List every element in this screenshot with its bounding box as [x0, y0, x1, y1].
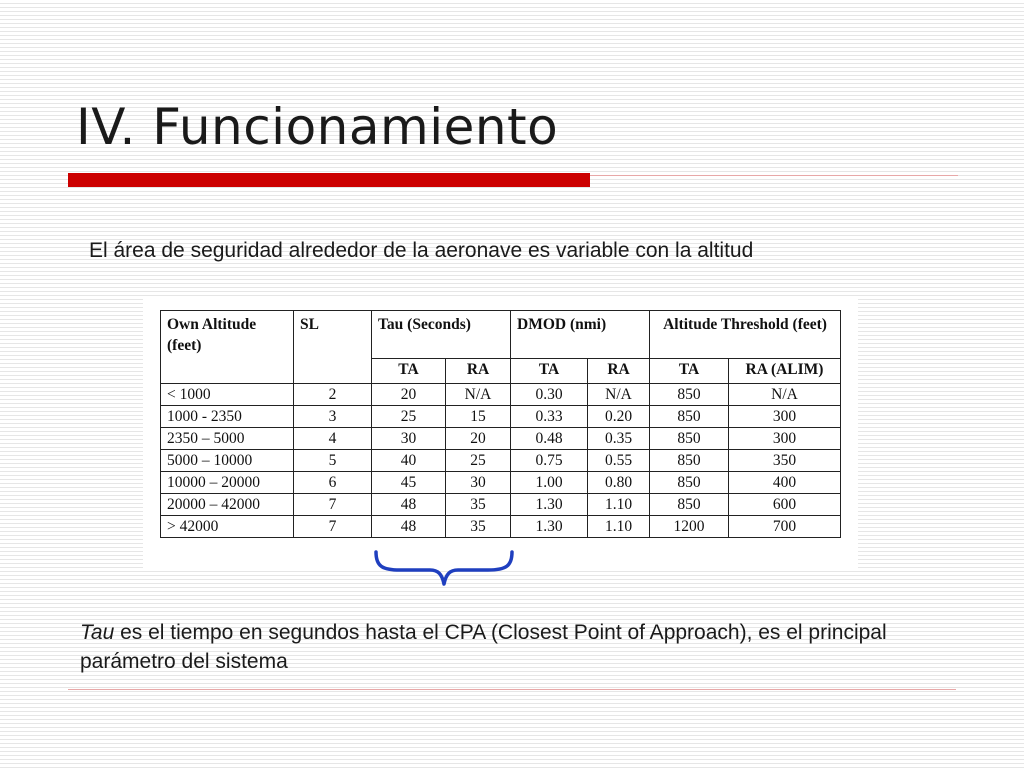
cell-tau-ta: 20 — [372, 384, 446, 406]
slide-caption — [80, 618, 960, 676]
cell-dmod-ra: 0.35 — [588, 428, 650, 450]
cell-own-altitude: 10000 – 20000 — [161, 472, 294, 494]
cell-sl: 2 — [294, 384, 372, 406]
cell-own-altitude: > 42000 — [161, 516, 294, 538]
subheader-tau-ra: RA — [446, 359, 511, 384]
subheader-threshold-ra-alim: RA (ALIM) — [729, 359, 841, 384]
cell-dmod-ra: 0.55 — [588, 450, 650, 472]
cell-tau-ta: 48 — [372, 516, 446, 538]
cell-tau-ta: 25 — [372, 406, 446, 428]
cell-own-altitude: 2350 – 5000 — [161, 428, 294, 450]
cell-sl: 7 — [294, 516, 372, 538]
cell-threshold-ta: 850 — [650, 450, 729, 472]
header-tau: Tau (Seconds) — [372, 311, 511, 359]
cell-threshold-ra: 400 — [729, 472, 841, 494]
tau-brace-icon — [372, 550, 516, 588]
subheader-dmod-ra: RA — [588, 359, 650, 384]
cell-threshold-ra: 300 — [729, 406, 841, 428]
cell-tau-ta: 45 — [372, 472, 446, 494]
cell-threshold-ta: 850 — [650, 494, 729, 516]
subheader-tau-ta: TA — [372, 359, 446, 384]
cell-dmod-ra: 1.10 — [588, 494, 650, 516]
cell-tau-ra: N/A — [446, 384, 511, 406]
cell-threshold-ra: N/A — [729, 384, 841, 406]
tau-brace-path — [376, 552, 512, 584]
cell-sl: 6 — [294, 472, 372, 494]
cell-threshold-ta: 850 — [650, 384, 729, 406]
table-row — [161, 516, 841, 538]
caption-term: Tau — [80, 621, 115, 644]
slide-subtitle: El área de seguridad alrededor de la aeronave es variable con la altitud — [89, 239, 754, 262]
title-underline-thin — [590, 175, 958, 176]
threshold-table — [160, 310, 841, 538]
cell-own-altitude: 5000 – 10000 — [161, 450, 294, 472]
table-row — [161, 494, 841, 516]
cell-dmod-ta: 0.75 — [511, 450, 588, 472]
caption-text: es el tiempo en segundos hasta el CPA (Closest Point of Approach), es el principal parámetro del sistema — [80, 621, 887, 673]
cell-tau-ta: 40 — [372, 450, 446, 472]
header-dmod: DMOD (nmi) — [511, 311, 650, 359]
cell-dmod-ra: 1.10 — [588, 516, 650, 538]
title-underline-bar — [68, 173, 958, 187]
cell-threshold-ra: 700 — [729, 516, 841, 538]
cell-threshold-ta: 850 — [650, 472, 729, 494]
cell-threshold-ta: 850 — [650, 406, 729, 428]
cell-sl: 3 — [294, 406, 372, 428]
cell-tau-ta: 30 — [372, 428, 446, 450]
cell-sl: 7 — [294, 494, 372, 516]
cell-tau-ra: 30 — [446, 472, 511, 494]
cell-sl: 5 — [294, 450, 372, 472]
threshold-table-image — [143, 296, 858, 569]
subheader-dmod-ta: TA — [511, 359, 588, 384]
header-sl: SL — [294, 311, 372, 384]
cell-dmod-ta: 0.30 — [511, 384, 588, 406]
cell-dmod-ta: 1.30 — [511, 516, 588, 538]
slide-title: IV. Funcionamiento — [76, 98, 559, 156]
cell-tau-ra: 35 — [446, 516, 511, 538]
header-altitude-threshold: Altitude Threshold (feet) — [650, 311, 841, 359]
cell-dmod-ta: 0.48 — [511, 428, 588, 450]
cell-tau-ra: 35 — [446, 494, 511, 516]
cell-own-altitude: 1000 - 2350 — [161, 406, 294, 428]
cell-dmod-ta: 1.30 — [511, 494, 588, 516]
table-row — [161, 472, 841, 494]
subheader-threshold-ta: TA — [650, 359, 729, 384]
cell-sl: 4 — [294, 428, 372, 450]
cell-own-altitude: 20000 – 42000 — [161, 494, 294, 516]
table-row — [161, 406, 841, 428]
cell-dmod-ta: 1.00 — [511, 472, 588, 494]
cell-tau-ra: 20 — [446, 428, 511, 450]
cell-tau-ra: 15 — [446, 406, 511, 428]
cell-dmod-ta: 0.33 — [511, 406, 588, 428]
cell-threshold-ra: 300 — [729, 428, 841, 450]
cell-dmod-ra: N/A — [588, 384, 650, 406]
cell-threshold-ra: 350 — [729, 450, 841, 472]
table-row — [161, 450, 841, 472]
table-row — [161, 384, 841, 406]
cell-threshold-ta: 850 — [650, 428, 729, 450]
cell-threshold-ra: 600 — [729, 494, 841, 516]
cell-own-altitude: < 1000 — [161, 384, 294, 406]
cell-dmod-ra: 0.20 — [588, 406, 650, 428]
footer-divider — [68, 689, 956, 690]
header-own-altitude: Own Altitude (feet) — [161, 311, 294, 384]
cell-tau-ta: 48 — [372, 494, 446, 516]
title-underline-red — [68, 173, 590, 187]
cell-tau-ra: 25 — [446, 450, 511, 472]
cell-dmod-ra: 0.80 — [588, 472, 650, 494]
cell-threshold-ta: 1200 — [650, 516, 729, 538]
table-row — [161, 428, 841, 450]
